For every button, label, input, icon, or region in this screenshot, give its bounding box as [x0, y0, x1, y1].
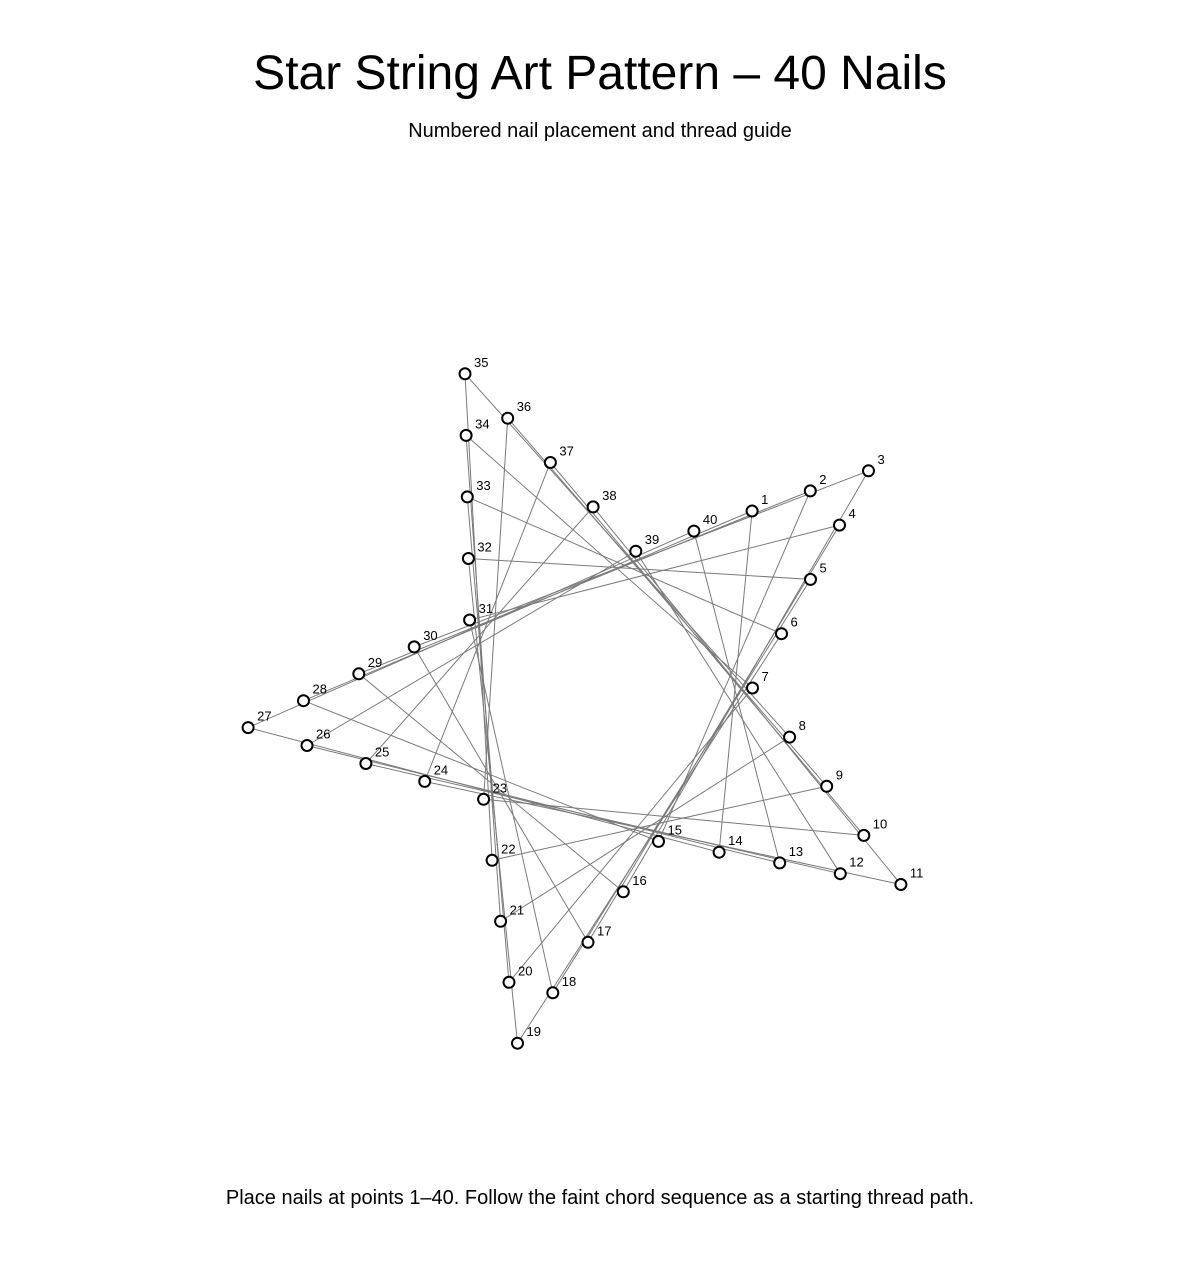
thread-chord	[588, 525, 840, 942]
nail-label-36: 36	[516, 399, 532, 415]
nail-28	[298, 695, 309, 706]
nail-points	[243, 368, 907, 1048]
thread-chord	[466, 435, 752, 688]
nail-label-5: 5	[819, 560, 827, 576]
nail-32	[463, 553, 474, 564]
nail-label-33: 33	[476, 477, 491, 493]
thread-chord	[307, 746, 780, 863]
nail-label-31: 31	[478, 601, 494, 616]
nail-34	[461, 430, 472, 441]
nail-1	[747, 506, 758, 517]
nail-23	[478, 794, 489, 805]
nail-label-19: 19	[526, 1024, 541, 1040]
nail-33	[462, 491, 473, 502]
nail-17	[583, 937, 594, 948]
nail-25	[360, 758, 371, 769]
nail-5	[805, 574, 816, 585]
nail-label-40: 40	[702, 512, 718, 528]
nail-37	[545, 457, 556, 468]
thread-chord	[248, 728, 719, 853]
nail-35	[460, 368, 471, 379]
nail-10	[858, 830, 869, 841]
nail-36	[502, 413, 513, 424]
nail-22	[487, 855, 498, 866]
thread-chord	[501, 737, 790, 921]
nail-label-9: 9	[835, 767, 843, 783]
nail-label-28: 28	[312, 681, 327, 697]
nail-27	[243, 722, 254, 733]
nail-label-38: 38	[602, 487, 617, 503]
nail-31	[464, 615, 475, 626]
nail-label-2: 2	[819, 471, 827, 487]
nail-label-34: 34	[475, 416, 490, 432]
diagram-subtitle: Numbered nail placement and thread guide	[408, 120, 792, 142]
nail-label-29: 29	[367, 654, 383, 670]
nail-15	[653, 836, 664, 847]
nail-14	[714, 847, 725, 858]
nail-label-21: 21	[509, 902, 525, 918]
nail-21	[495, 916, 506, 927]
nail-19	[512, 1038, 523, 1049]
nail-label-26: 26	[316, 726, 331, 742]
nail-11	[895, 879, 906, 890]
nail-9	[821, 781, 832, 792]
nail-label-27: 27	[257, 708, 272, 724]
nail-3	[863, 465, 874, 476]
nail-label-1: 1	[761, 492, 769, 507]
nail-13	[774, 857, 785, 868]
nail-38	[588, 501, 599, 512]
nail-label-6: 6	[790, 614, 798, 630]
diagram-caption: Place nails at points 1–40. Follow the faint chord sequence as a starting thread path.	[225, 1187, 975, 1209]
nail-39	[630, 546, 641, 557]
nail-label-39: 39	[644, 532, 660, 548]
diagram-title: Star String Art Pattern – 40 Nails	[253, 47, 947, 100]
nail-label-20: 20	[518, 963, 533, 979]
thread-chord	[623, 471, 868, 892]
thread-chord	[508, 418, 827, 786]
nail-label-17: 17	[597, 923, 612, 939]
nail-24	[419, 776, 430, 787]
thread-chord	[366, 764, 840, 874]
nail-label-22: 22	[501, 841, 516, 857]
nail-label-37: 37	[559, 443, 574, 459]
nail-30	[409, 641, 420, 652]
nail-label-30: 30	[423, 627, 438, 643]
nail-label-4: 4	[848, 506, 856, 522]
nail-label-8: 8	[798, 718, 806, 734]
nail-8	[784, 732, 795, 743]
nail-label-24: 24	[433, 762, 449, 778]
nail-label-13: 13	[788, 843, 804, 859]
nail-label-3: 3	[877, 451, 885, 467]
nail-label-7: 7	[761, 669, 769, 684]
nail-7	[747, 683, 758, 694]
nail-2	[805, 485, 816, 496]
nail-label-25: 25	[374, 744, 390, 760]
nail-29	[353, 668, 364, 679]
thread-chord	[304, 511, 753, 701]
nail-label-15: 15	[667, 822, 682, 838]
nail-16	[618, 886, 629, 897]
nail-6	[776, 628, 787, 639]
nail-26	[302, 740, 313, 751]
nail-40	[688, 526, 699, 537]
nail-label-32: 32	[477, 539, 492, 555]
thread-chord	[467, 497, 509, 982]
nail-label-14: 14	[728, 833, 743, 849]
nail-12	[835, 868, 846, 879]
nail-label-18: 18	[561, 973, 577, 989]
nail-label-12: 12	[849, 854, 864, 870]
nail-18	[547, 987, 558, 998]
nail-label-10: 10	[872, 816, 888, 832]
nail-20	[504, 977, 515, 988]
nail-label-35: 35	[474, 354, 489, 370]
nail-label-23: 23	[492, 780, 508, 796]
thread-chords	[248, 374, 901, 1043]
thread-chord	[304, 701, 659, 842]
nail-4	[834, 520, 845, 531]
nail-label-11: 11	[909, 865, 924, 881]
nail-label-16: 16	[632, 872, 647, 888]
